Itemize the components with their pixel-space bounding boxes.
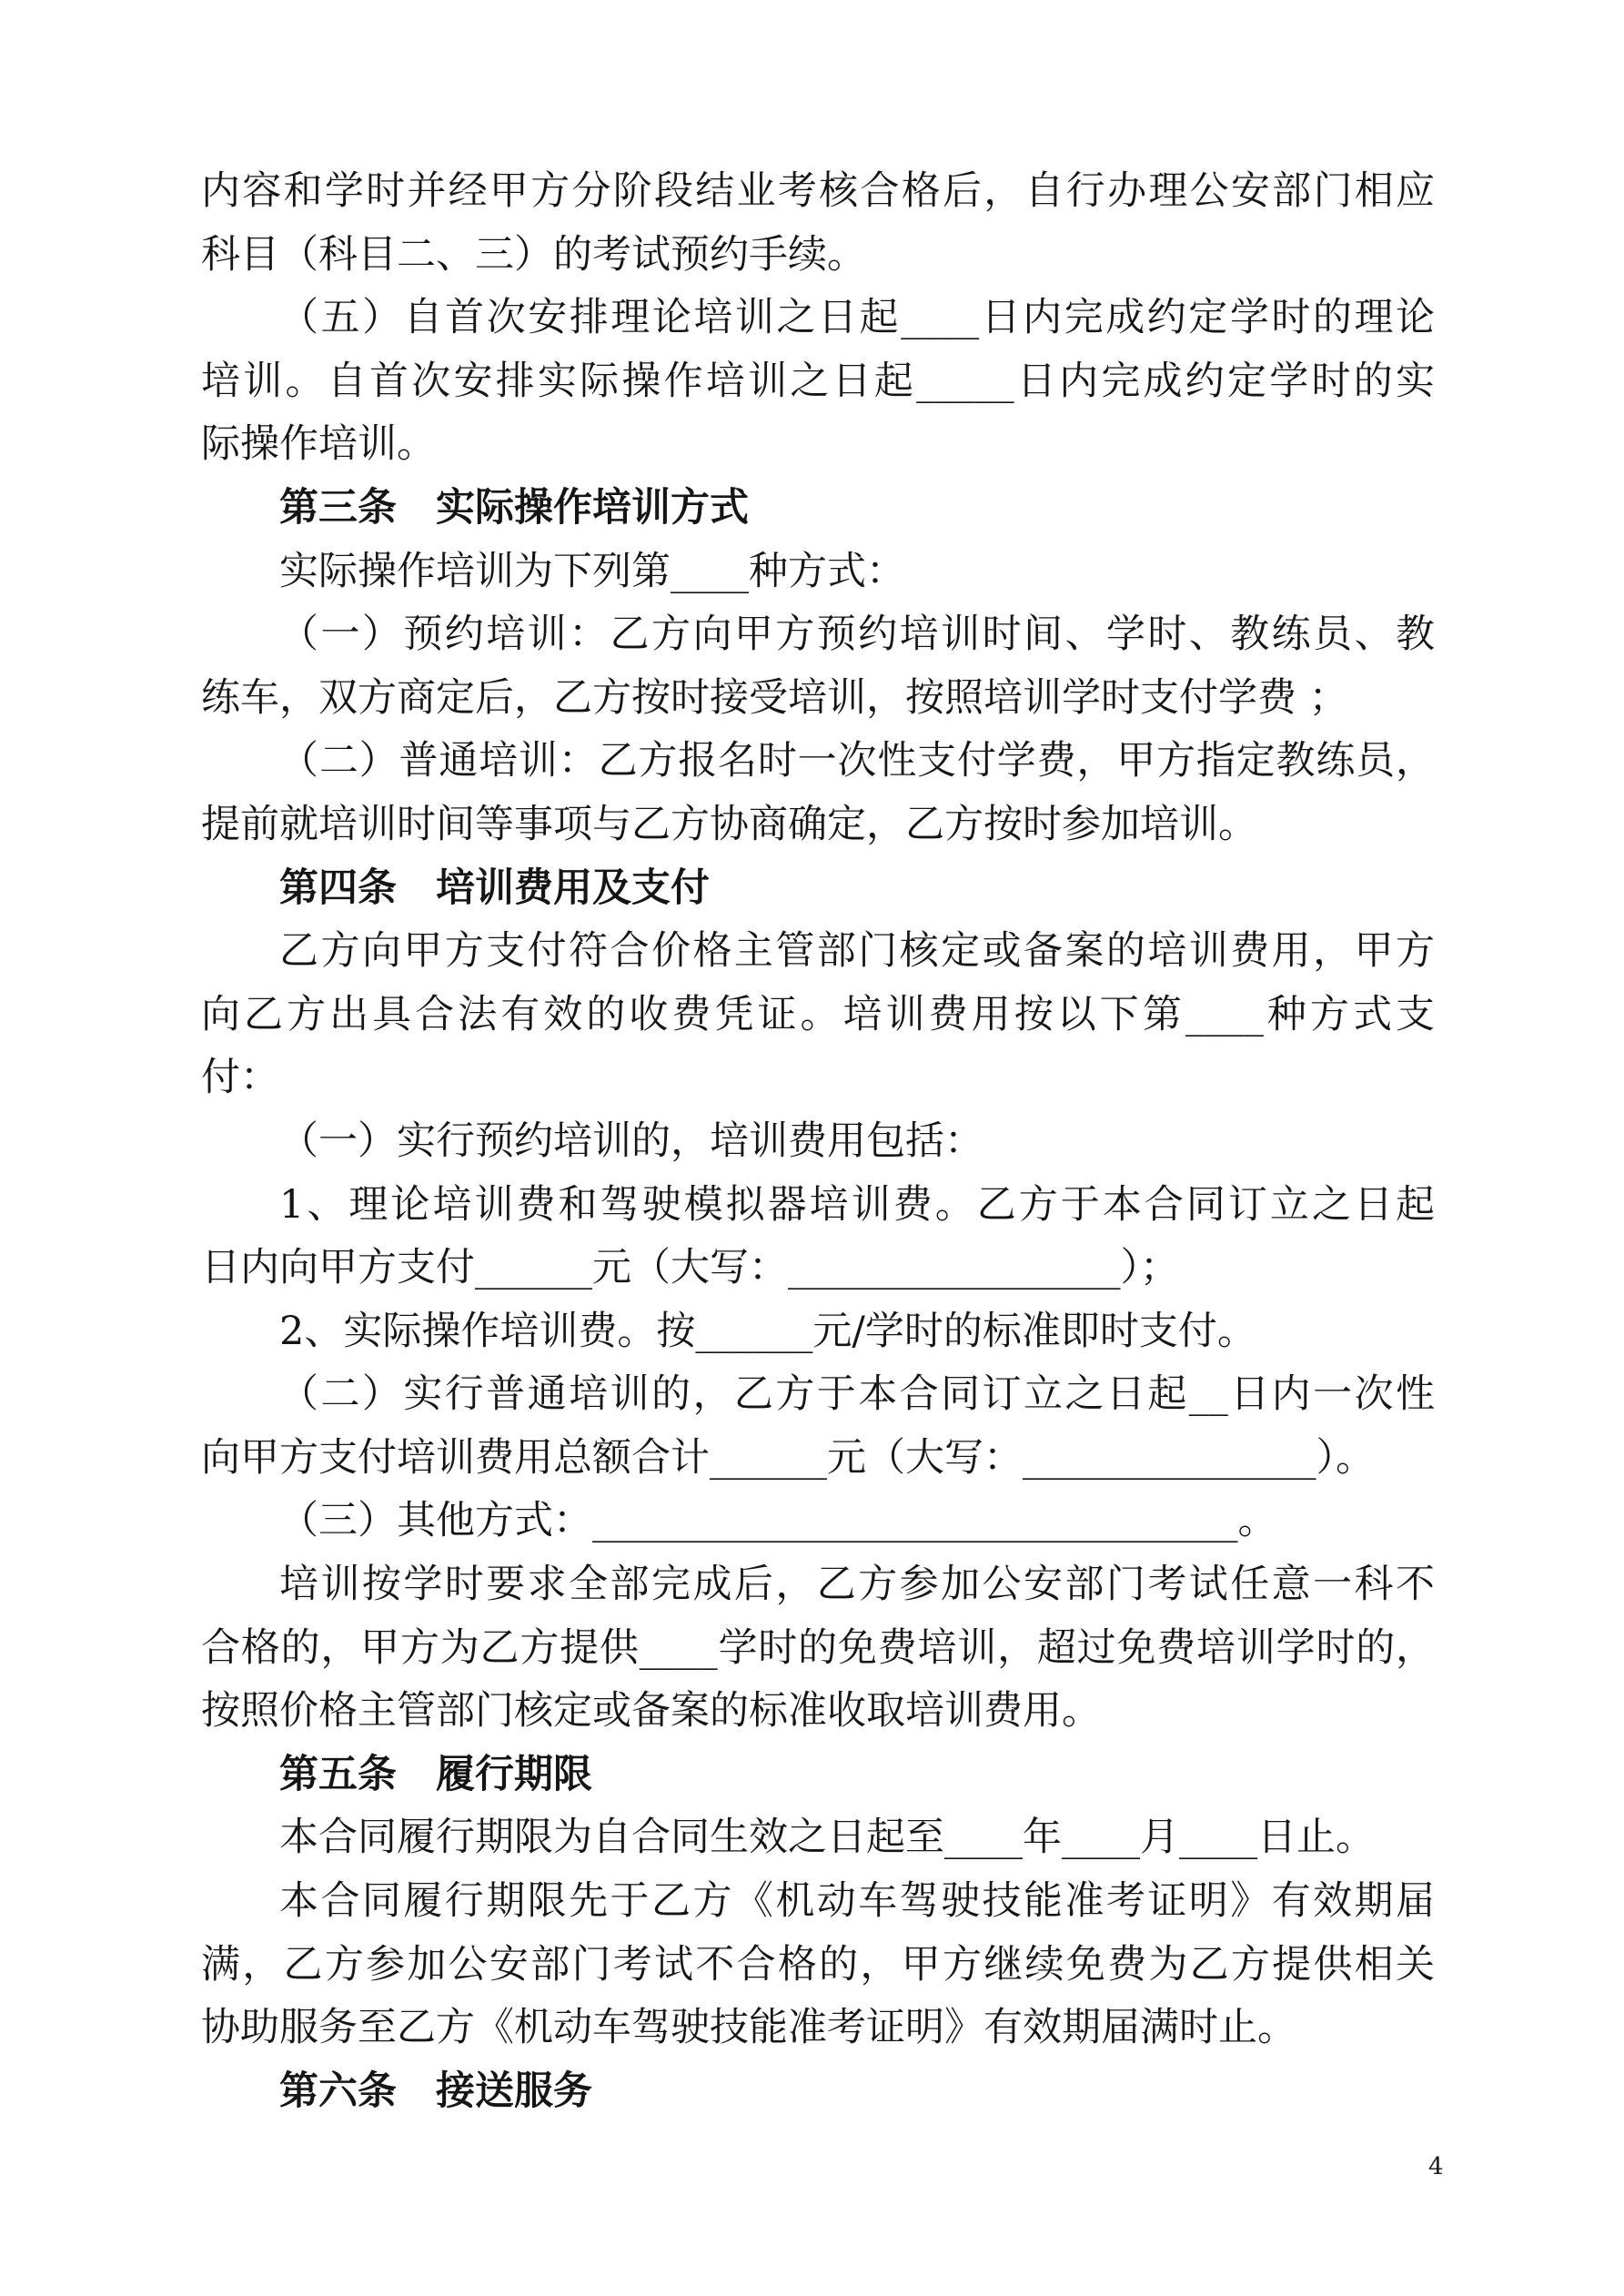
text-line: （二）实行普通培训的，乙方于本合同订立之日起__日内一次性 [279, 1371, 1435, 1418]
text-line: 实际操作培训为下列第____种方式： [279, 548, 905, 594]
text-line: （二）普通培训：乙方报名时一次性支付学费，甲方指定教练员， [279, 738, 1435, 784]
paragraph [201, 920, 1435, 1110]
text-line: （三）其他方式：_________________________________。 [279, 1498, 1277, 1544]
text-line: 际操作培训。 [201, 421, 436, 468]
page-number: 4 [1428, 2153, 1444, 2180]
text-line: 内容和学时并经甲方分阶段结业考核合格后，自行办理公安部门相应 [201, 168, 1435, 214]
text-line: 按照价格主管部门核定或备案的标准收取培训费用。 [201, 1688, 1101, 1735]
article-heading: 第六条 接送服务 [279, 2068, 592, 2114]
paragraph [201, 541, 1435, 604]
paragraph [201, 1870, 1435, 2060]
paragraph [201, 287, 1435, 477]
paragraph [201, 730, 1435, 856]
text-line: （一）预约培训：乙方向甲方预约培训时间、学时、教练员、教 [279, 612, 1435, 658]
text-line: 满，乙方参加公安部门考试不合格的，甲方继续免费为乙方提供相关 [201, 1941, 1435, 1988]
text-line: （一）实行预约培训的，培训费用包括： [279, 1118, 983, 1164]
article-heading: 第五条 履行期限 [279, 1751, 592, 1797]
text-line: 本合同履行期限先于乙方《机动车驾驶技能准考证明》有效期届 [279, 1878, 1435, 1925]
text-line: 乙方向甲方支付符合价格主管部门核定或备案的培训费用，甲方 [279, 928, 1435, 975]
article-section [201, 477, 1435, 857]
paragraph [201, 1806, 1435, 1870]
text-line: 1、理论培训费和驾驶模拟器培训费。乙方于本合同订立之日起 [279, 1181, 1435, 1228]
paragraph [201, 160, 1435, 287]
paragraph [201, 1174, 1435, 1300]
text-line: 日内向甲方支付______元（大写：_________________）； [201, 1245, 1179, 1291]
text-line: 付： [201, 1055, 279, 1101]
paragraph [201, 1363, 1435, 1490]
document-body [201, 160, 1435, 2123]
text-line: 协助服务至乙方《机动车驾驶技能准考证明》有效期届满时止。 [201, 2005, 1296, 2051]
paragraph [201, 1490, 1435, 1553]
text-line: 本合同履行期限为自合同生效之日起至____年____月____日止。 [279, 1815, 1375, 1861]
paragraph [201, 1110, 1435, 1174]
text-line: 向甲方支付培训费用总额合计______元（大写：_______________）。 [201, 1434, 1375, 1481]
article-section [201, 1744, 1435, 2060]
text-line: 向乙方出具合法有效的收费凭证。培训费用按以下第____种方式支 [201, 991, 1435, 1037]
text-line: 练车，双方商定后，乙方按时接受培训，按照培训学时支付学费 ； [201, 674, 1348, 721]
article-section [201, 857, 1435, 1744]
text-line: 提前就培训时间等事项与乙方协商确定，乙方按时参加培训。 [201, 801, 1257, 847]
paragraph [201, 603, 1435, 730]
text-line: （五）自首次安排理论培训之日起____日内完成约定学时的理论 [279, 295, 1435, 341]
article-heading: 第四条 培训费用及支付 [279, 865, 710, 911]
text-line: 科目（科目二、三）的考试预约手续。 [201, 231, 866, 278]
paragraph [201, 1553, 1435, 1744]
article-section [201, 2060, 1435, 2124]
text-line: 培训按学时要求全部完成后，乙方参加公安部门考试任意一科不 [279, 1562, 1435, 1608]
text-line: 培训。自首次安排实际操作培训之日起_____日内完成约定学时的实 [201, 358, 1435, 404]
text-line: 合格的，甲方为乙方提供____学时的免费培训，超过免费培训学时的， [201, 1624, 1435, 1671]
article-heading: 第三条 实际操作培训方式 [279, 484, 749, 531]
paragraph [201, 1300, 1435, 1364]
text-line: 2、实际操作培训费。按______元/学时的标准即时支付。 [279, 1308, 1256, 1354]
